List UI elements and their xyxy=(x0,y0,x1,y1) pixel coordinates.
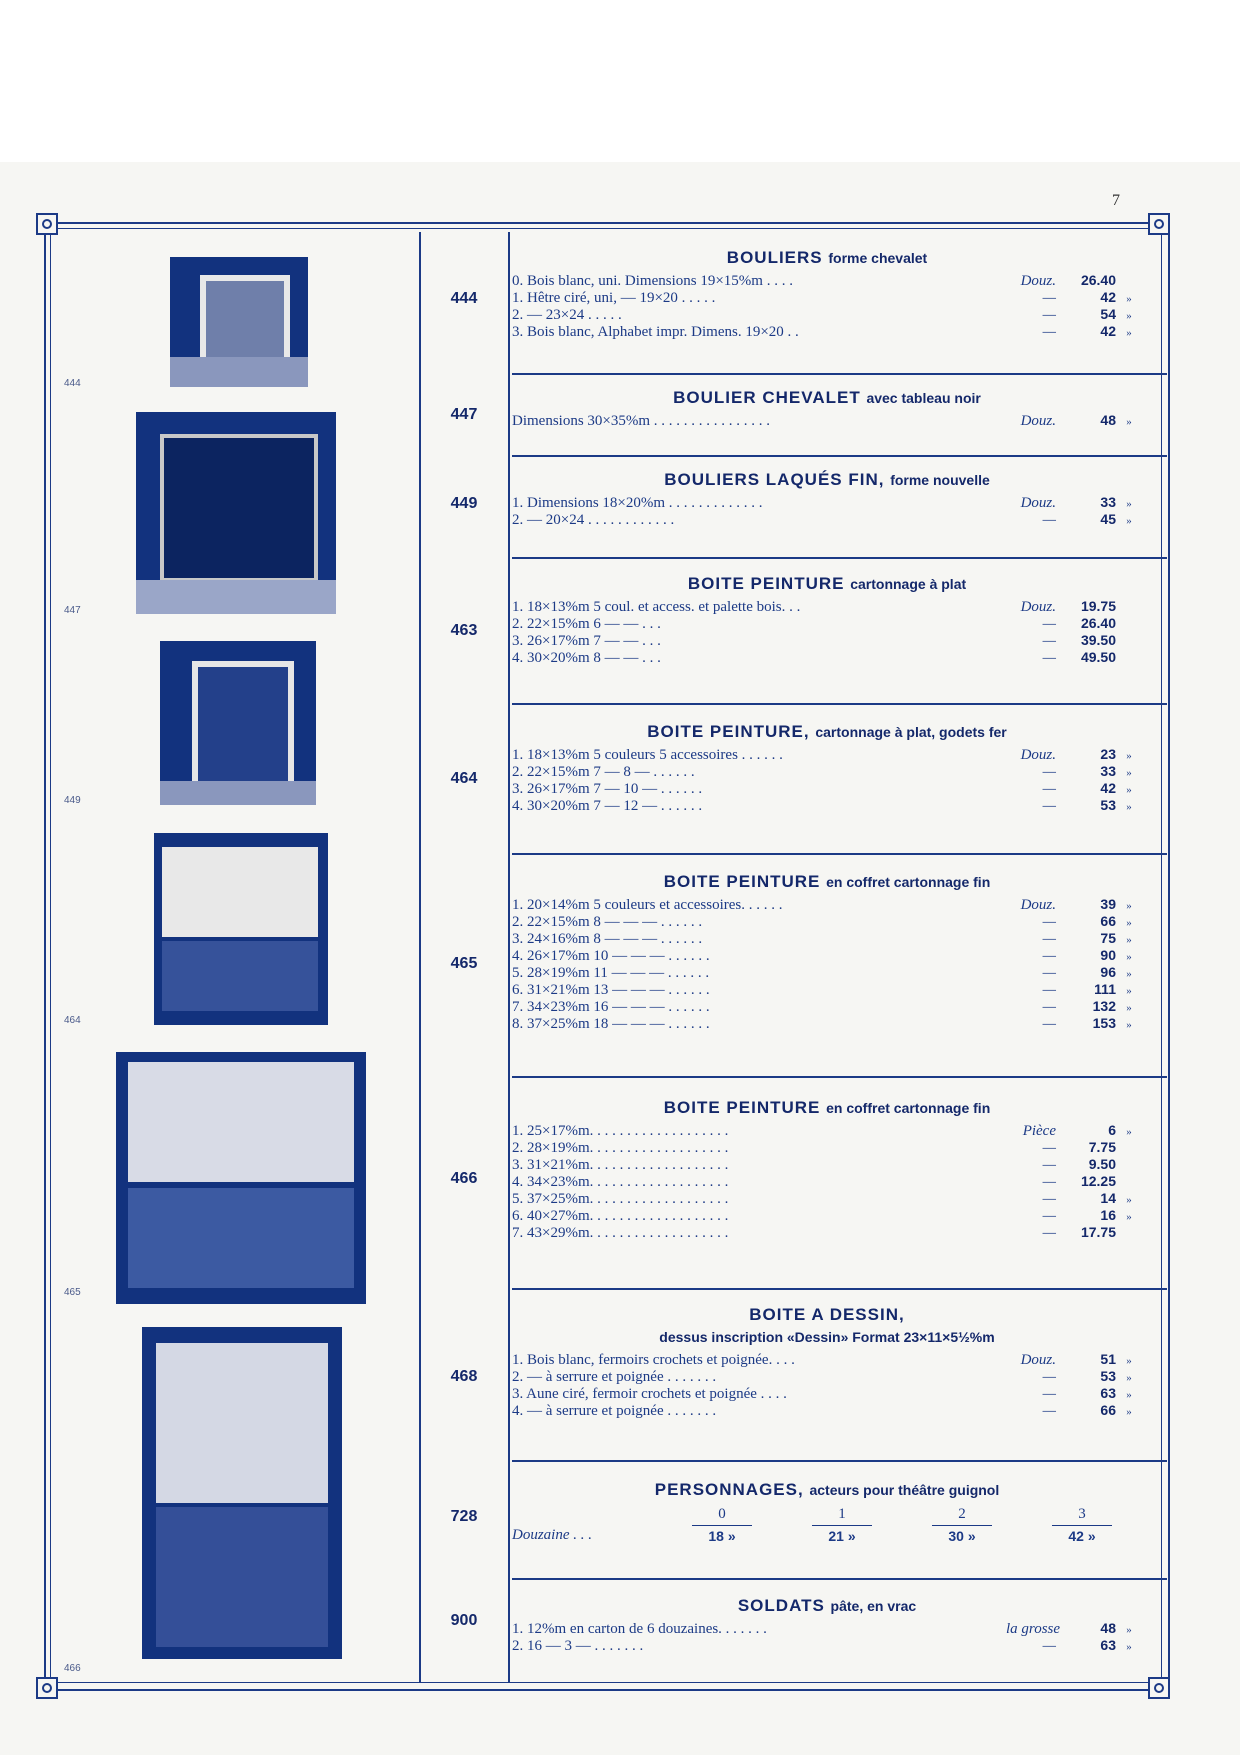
price-row: 0. Bois blanc, uni. Dimensions 19×15%m . . . . Douz. 26.40 xyxy=(512,272,1116,289)
photo-caption: 464 xyxy=(64,1015,81,1026)
guignol-col: 2 30 » xyxy=(902,1506,1022,1544)
price-row: 4. 30×20%m 8 — — . . . — 49.50 xyxy=(512,649,1116,666)
price-row: 3. Aune ciré, fermoir crochets et poignée . . . . — 63 » xyxy=(512,1385,1132,1402)
section-464 xyxy=(512,722,1142,814)
ref-number: 444 xyxy=(450,290,478,307)
price-row: 2. — 23×24 . . . . . — 54 » xyxy=(512,306,1132,323)
price-row: 6. 40×27%m. . . . . . . . . . . . . . . . . . . — 16 » xyxy=(512,1207,1132,1224)
guignol-price-grid xyxy=(512,1506,1142,1544)
price-row: 3. 26×17%m 7 — 10 — . . . . . . — 42 » xyxy=(512,780,1132,797)
price-row: 5. 28×19%m 11 — — — . . . . . . — 96 » xyxy=(512,964,1132,981)
price-row: 4. — à serrure et poignée . . . . . . . — 66 » xyxy=(512,1402,1132,1419)
price-row: 8. 37×25%m 18 — — — . . . . . . — 153 » xyxy=(512,1015,1132,1032)
guignol-col: 1 21 » xyxy=(782,1506,902,1544)
section-separator xyxy=(512,1460,1167,1462)
photo-caption: 465 xyxy=(64,1287,81,1298)
ref-number: 449 xyxy=(450,495,478,512)
price-row: 3. 31×21%m. . . . . . . . . . . . . . . . . . . — 9.50 xyxy=(512,1156,1116,1173)
ref-number: 728 xyxy=(450,1508,478,1525)
section-separator xyxy=(512,455,1167,457)
section-separator xyxy=(512,1076,1167,1078)
section-449 xyxy=(512,470,1142,528)
section-title: BOITE A DESSIN, xyxy=(749,1305,905,1324)
photo-caption: 444 xyxy=(64,378,81,389)
section-title: SOLDATS pâte, en vrac xyxy=(737,1596,917,1615)
section-title: BOITE PEINTURE en coffret cartonnage fin xyxy=(663,1098,991,1117)
section-title: BOULIERS LAQUÉS FIN, forme nouvelle xyxy=(664,470,990,489)
photo-caption: 466 xyxy=(64,1663,81,1674)
corner-ornament-icon xyxy=(1148,213,1170,235)
section-title: BOITE PEINTURE cartonnage à plat xyxy=(687,574,967,593)
ref-number: 465 xyxy=(450,955,478,972)
photo-abacus-chalkboard-447 xyxy=(136,412,336,614)
section-title: PERSONNAGES, acteurs pour théâtre guignol xyxy=(654,1480,1000,1499)
photo-caption: 447 xyxy=(64,605,81,616)
price-row: 4. 30×20%m 7 — 12 — . . . . . . — 53 » xyxy=(512,797,1132,814)
price-row: 3. Bois blanc, Alphabet impr. Dimens. 19×20 . . — 42 » xyxy=(512,323,1132,340)
corner-ornament-icon xyxy=(1148,1677,1170,1699)
ref-number: 466 xyxy=(450,1170,478,1187)
ref-number: 447 xyxy=(450,406,478,423)
price-row: 6. 31×21%m 13 — — — . . . . . . — 111 » xyxy=(512,981,1132,998)
photo-paint-box-464 xyxy=(154,833,328,1025)
ref-number: 468 xyxy=(450,1368,478,1385)
section-title: BOULIER CHEVALET avec tableau noir xyxy=(673,388,981,407)
price-row: 7. 43×29%m. . . . . . . . . . . . . . . . . . . — 17.75 xyxy=(512,1224,1116,1241)
section-465 xyxy=(512,872,1142,1032)
section-separator xyxy=(512,1578,1167,1580)
section-728 xyxy=(512,1480,1142,1544)
guignol-unit-label: Douzaine . . . xyxy=(512,1527,592,1543)
guignol-col: 0 18 » xyxy=(662,1506,782,1544)
price-row: 1. Hêtre ciré, uni, — 19×20 . . . . . — 42 » xyxy=(512,289,1132,306)
guignol-col: 3 42 » xyxy=(1022,1506,1142,1544)
price-row: 2. 28×19%m. . . . . . . . . . . . . . . . . . . — 7.75 xyxy=(512,1139,1116,1156)
section-447 xyxy=(512,388,1142,429)
corner-ornament-icon xyxy=(36,1677,58,1699)
section-463 xyxy=(512,574,1142,666)
price-row: 1. 18×13%m 5 couleurs 5 accessoires . . . . . . Douz. 23 » xyxy=(512,746,1132,763)
price-row: 2. 22×15%m 6 — — . . . — 26.40 xyxy=(512,615,1116,632)
section-separator xyxy=(512,853,1167,855)
section-468 xyxy=(512,1305,1142,1419)
column-divider xyxy=(419,232,421,1682)
ref-number: 464 xyxy=(450,770,478,787)
price-row: 1. 25×17%m. . . . . . . . . . . . . . . . . . . Pièce 6 » xyxy=(512,1122,1132,1139)
photo-paint-box-466 xyxy=(142,1327,342,1659)
price-row: 4. 26×17%m 10 — — — . . . . . . — 90 » xyxy=(512,947,1132,964)
section-separator xyxy=(512,557,1167,559)
price-row: 1. 20×14%m 5 couleurs et accessoires. . . . . . Douz. 39 » xyxy=(512,896,1132,913)
price-row: 3. 24×16%m 8 — — — . . . . . . — 75 » xyxy=(512,930,1132,947)
price-row: 2. — à serrure et poignée . . . . . . . — 53 » xyxy=(512,1368,1132,1385)
photo-paint-box-465 xyxy=(116,1052,366,1304)
photo-caption: 449 xyxy=(64,795,81,806)
ref-number: 463 xyxy=(450,622,478,639)
section-title: BOITE PEINTURE, cartonnage à plat, godets fer xyxy=(647,722,1007,741)
price-row: 1. Dimensions 18×20%m . . . . . . . . . . . . . Douz. 33 » xyxy=(512,494,1132,511)
section-466 xyxy=(512,1098,1142,1241)
price-row: 2. — 20×24 . . . . . . . . . . . . — 45 » xyxy=(512,511,1132,528)
price-row: 1. 12%m en carton de 6 douzaines. . . . . . . la grosse 48 » xyxy=(512,1620,1132,1637)
section-title: BOULIERS forme chevalet xyxy=(726,248,928,267)
price-row: 2. 22×15%m 7 — 8 — . . . . . . — 33 » xyxy=(512,763,1132,780)
corner-ornament-icon xyxy=(36,213,58,235)
price-row: 1. Bois blanc, fermoirs crochets et poignée. . . . Douz. 51 » xyxy=(512,1351,1132,1368)
section-separator xyxy=(512,703,1167,705)
price-row: Dimensions 30×35%m . . . . . . . . . . . . . . . . Douz. 48 » xyxy=(512,412,1132,429)
price-row: 4. 34×23%m. . . . . . . . . . . . . . . . . . . — 12.25 xyxy=(512,1173,1116,1190)
price-row: 1. 18×13%m 5 coul. et access. et palette bois. . . Douz. 19.75 xyxy=(512,598,1116,615)
page-number: 7 xyxy=(1112,192,1120,209)
price-row: 5. 37×25%m. . . . . . . . . . . . . . . . . . . — 14 » xyxy=(512,1190,1132,1207)
photo-abacus-444 xyxy=(170,257,308,387)
section-444 xyxy=(512,248,1142,340)
section-separator xyxy=(512,373,1167,375)
price-row: 7. 34×23%m 16 — — — . . . . . . — 132 » xyxy=(512,998,1132,1015)
photo-abacus-449 xyxy=(160,641,316,805)
price-row: 2. 16 — 3 — . . . . . . . — 63 » xyxy=(512,1637,1132,1654)
ref-number: 900 xyxy=(450,1612,478,1629)
section-subtitle: dessus inscription «Dessin» Format 23×11×5½%m xyxy=(659,1329,995,1345)
section-separator xyxy=(512,1288,1167,1290)
column-divider xyxy=(508,232,510,1682)
price-row: 3. 26×17%m 7 — — . . . — 39.50 xyxy=(512,632,1116,649)
price-row: 2. 22×15%m 8 — — — . . . . . . — 66 » xyxy=(512,913,1132,930)
section-title: BOITE PEINTURE en coffret cartonnage fin xyxy=(663,872,991,891)
section-900 xyxy=(512,1596,1142,1654)
